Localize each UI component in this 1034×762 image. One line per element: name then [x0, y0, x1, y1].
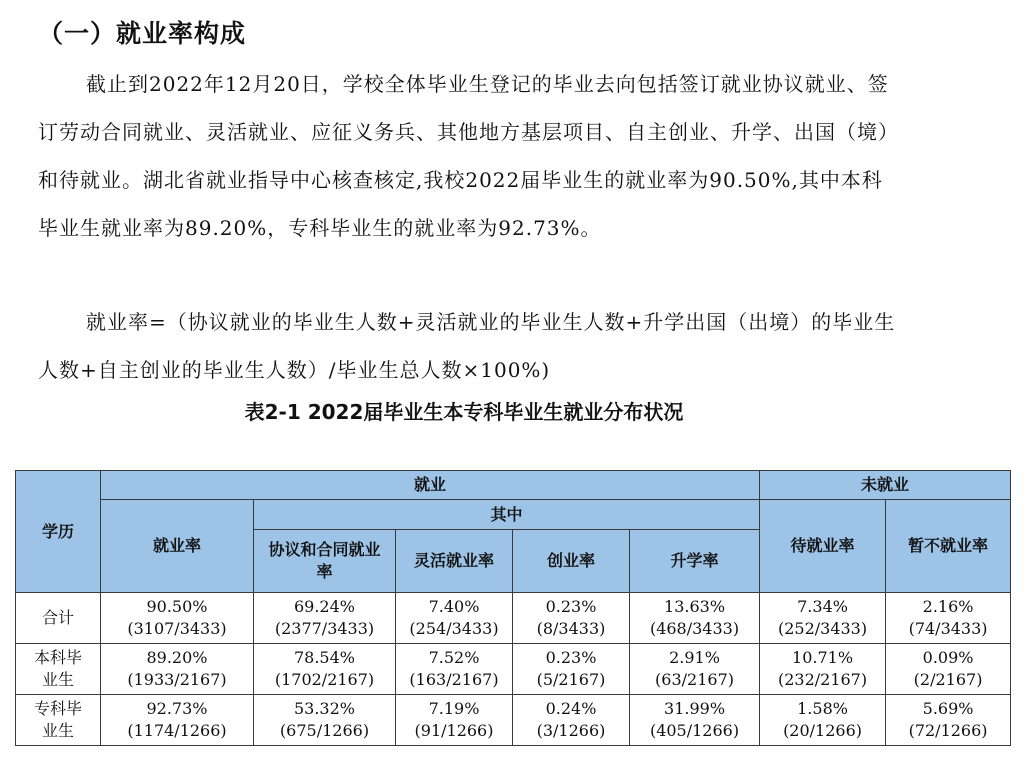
- data-cell: [396, 593, 513, 644]
- cell-fraction: (74/3433): [908, 619, 988, 638]
- cell-fraction: (1702/2167): [274, 670, 375, 689]
- data-cell: [101, 695, 254, 746]
- cell-fraction: (675/1266): [279, 721, 370, 740]
- header-contract-rate: [254, 530, 396, 593]
- row-label-text: 专科毕业生: [33, 699, 82, 740]
- row-label: [16, 644, 101, 695]
- data-cell: [254, 644, 396, 695]
- cell-fraction: (1933/2167): [127, 670, 227, 689]
- row-label: [16, 695, 101, 746]
- cell-percent: 78.54%: [293, 648, 355, 667]
- row-label: 合计: [16, 593, 101, 644]
- employment-table: [15, 470, 1011, 746]
- cell-percent: 31.99%: [664, 699, 726, 718]
- paragraph-rate-formula: [38, 298, 898, 394]
- cell-fraction: (72/1266): [908, 721, 988, 740]
- cell-fraction: (232/2167): [777, 670, 868, 689]
- data-cell: [254, 593, 396, 644]
- cell-fraction: (3107/3433): [127, 619, 227, 638]
- header-further-study-rate: 升学率: [630, 530, 760, 593]
- table-caption: 表2-1 2022届毕业生本专科毕业生就业分布状况: [244, 400, 684, 424]
- cell-fraction: (163/2167): [409, 670, 499, 689]
- cell-percent: 53.32%: [293, 699, 355, 718]
- cell-percent: 92.73%: [146, 699, 208, 718]
- header-contract-rate-text: 协议和合同就业率: [268, 540, 381, 581]
- cell-fraction: (63/2167): [655, 670, 734, 689]
- paragraph-rate-formula-text: 就业率=（协议就业的毕业生人数+灵活就业的毕业生人数+升学出国（出境）的毕业生人数+自主创业的毕业生人数）/毕业生总人数×100%): [38, 310, 896, 382]
- data-cell: [101, 593, 254, 644]
- cell-percent: 7.19%: [428, 699, 480, 718]
- data-cell: [396, 695, 513, 746]
- header-employed: 就业: [101, 471, 760, 500]
- cell-fraction: (91/1266): [414, 721, 494, 740]
- cell-fraction: (254/3433): [409, 619, 499, 638]
- cell-percent: 0.23%: [545, 648, 597, 667]
- cell-percent: 7.40%: [428, 597, 480, 616]
- data-cell: [630, 644, 760, 695]
- data-cell: [396, 644, 513, 695]
- cell-percent: 5.69%: [922, 699, 974, 718]
- data-cell: [630, 695, 760, 746]
- data-cell: [760, 644, 886, 695]
- table-row: [16, 593, 1011, 644]
- cell-fraction: (468/3433): [649, 619, 740, 638]
- header-unemployed: 未就业: [760, 471, 1011, 500]
- cell-fraction: (8/3433): [536, 619, 606, 638]
- cell-percent: 90.50%: [146, 597, 208, 616]
- header-waiting-rate: 待就业率: [760, 500, 886, 593]
- header-of-which: 其中: [254, 500, 760, 530]
- row-label-text: 本科毕业生: [33, 648, 82, 689]
- cell-percent: 0.23%: [545, 597, 597, 616]
- cell-fraction: (3/1266): [536, 721, 606, 740]
- data-cell: [886, 644, 1011, 695]
- cell-percent: 7.52%: [428, 648, 480, 667]
- cell-percent: 1.58%: [797, 699, 848, 718]
- section-heading: （一）就业率构成: [38, 19, 247, 48]
- data-cell: [886, 593, 1011, 644]
- cell-fraction: (1174/1266): [127, 721, 227, 740]
- cell-percent: 2.16%: [922, 597, 974, 616]
- cell-fraction: (2377/3433): [274, 619, 375, 638]
- data-cell: [630, 593, 760, 644]
- cell-fraction: (5/2167): [536, 670, 606, 689]
- cell-percent: 0.09%: [922, 648, 974, 667]
- paragraph-employment-summary-text: 截止到2022年12月20日，学校全体毕业生登记的毕业去向包括签订就业协议就业、签订劳动合同就业、灵活就业、应征义务兵、其他地方基层项目、自主创业、升学、出国（境）和待就业。湖北省就业指导中心核查核定,我校2022届毕业生的就业率为90.50%,其中本科毕业生就业率为89.20%，专科毕业生的就业率为92.73%。: [38, 72, 889, 240]
- data-cell: [513, 644, 630, 695]
- header-employment-rate: 就业率: [101, 500, 254, 593]
- cell-fraction: (2/2167): [913, 670, 983, 689]
- paragraph-employment-summary: [38, 60, 898, 252]
- table-row: [16, 644, 1011, 695]
- data-cell: [760, 695, 886, 746]
- cell-percent: 69.24%: [293, 597, 355, 616]
- header-not-seeking-rate: 暂不就业率: [886, 500, 1011, 593]
- header-startup-rate: 创业率: [513, 530, 630, 593]
- data-cell: [254, 695, 396, 746]
- cell-percent: 13.63%: [664, 597, 726, 616]
- table-row: [16, 695, 1011, 746]
- data-cell: [513, 695, 630, 746]
- data-cell: [886, 695, 1011, 746]
- cell-fraction: (20/1266): [783, 721, 863, 740]
- cell-percent: 89.20%: [146, 648, 208, 667]
- cell-fraction: (252/3433): [777, 619, 868, 638]
- cell-fraction: (405/1266): [649, 721, 740, 740]
- cell-percent: 10.71%: [792, 648, 854, 667]
- cell-percent: 7.34%: [797, 597, 848, 616]
- header-degree: 学历: [16, 471, 101, 593]
- cell-percent: 2.91%: [669, 648, 720, 667]
- data-cell: [513, 593, 630, 644]
- data-cell: [101, 644, 254, 695]
- cell-percent: 0.24%: [545, 699, 597, 718]
- header-flexible-rate: 灵活就业率: [396, 530, 513, 593]
- data-cell: [760, 593, 886, 644]
